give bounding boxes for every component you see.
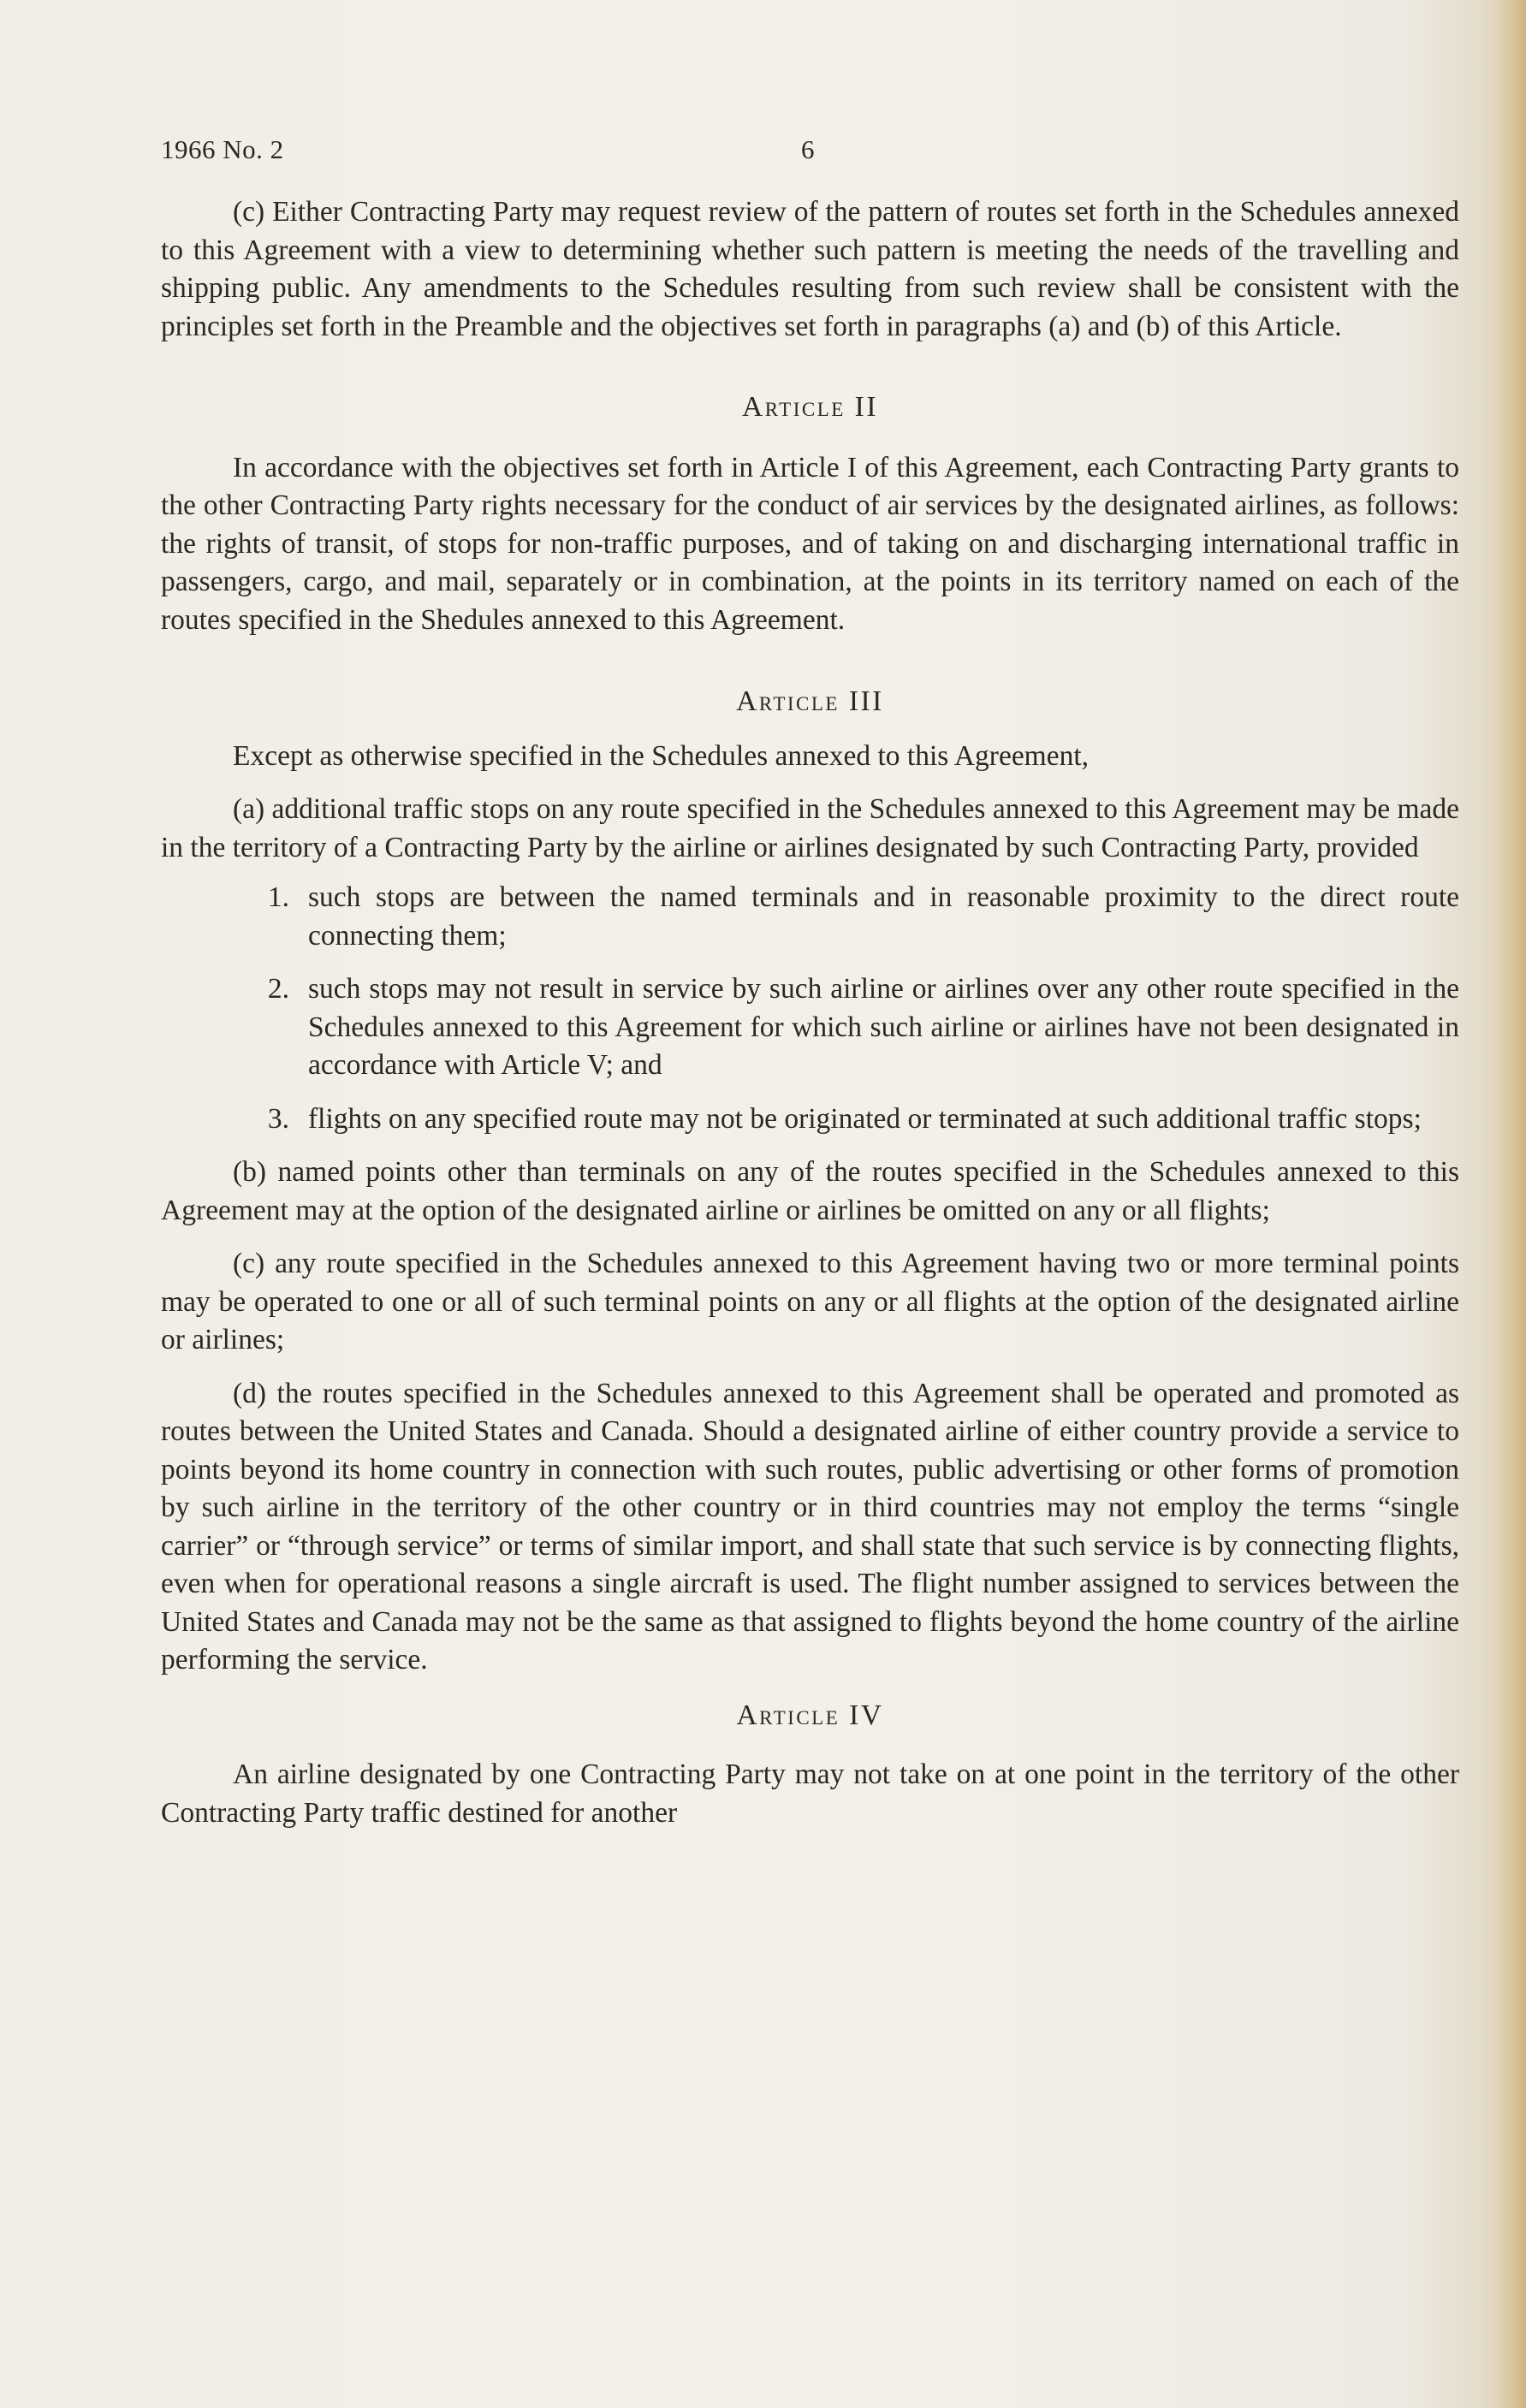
page-edge-shadow [1497, 0, 1526, 2408]
page-header [161, 134, 1462, 169]
list-item [161, 879, 1459, 955]
article3-heading: Article III [736, 685, 884, 717]
list-item-text: such stops may not result in service by such airline or airlines over any other route specified in the Schedules annexed to this Agreement for which such airline or airlines have not been designated in accordance with Article V; and [308, 973, 1459, 1081]
article3-intro: Except as otherwise specified in the Schedules annexed to this Agreement, [233, 739, 1090, 772]
article3-paragraph-c: (c) any route specified in the Schedules annexed to this Agreement having two or more terminal points may be operated to one or all of such terminal points on any or all flights at the option of the designated airline or airlines; [161, 1248, 1459, 1355]
article3-paragraph-b: (b) named points other than terminals on any of the routes specified in the Schedules annexed to this Agreement may at the option of the designated airline or airlines be omitted on any or all flights; [161, 1156, 1459, 1226]
list-item-text: flights on any specified route may not be originated or terminated at such additional traffic stops; [308, 1102, 1422, 1135]
header-year-number: 1966 No. 2 [161, 134, 284, 164]
article1-paragraph-c: (c) Either Contracting Party may request review of the pattern of routes set forth in the Schedules annexed to this Agreement with a view to determining whether such pattern is meeting the needs of the travelling and shipping public. Any amendments to the Schedules resulting from such review shall be consistent with the principles set forth in the Preamble and the objectives set forth in paragraphs (a) and (b) of this Article. [161, 196, 1459, 342]
document-body [161, 193, 1459, 1832]
list-item-number: 3 . [246, 1100, 289, 1139]
list-item [161, 970, 1459, 1085]
article2-heading: Article II [742, 391, 878, 423]
article4-paragraph: An airline designated by one Contracting Party may not take on at one point in the territory of the other Contracting Party traffic destined for another [161, 1759, 1459, 1829]
article4-heading: Article IV [736, 1699, 884, 1731]
list-item-text: such stops are between the named terminals and in reasonable proximity to the direct route connecting them; [308, 881, 1459, 952]
list-item [161, 1100, 1459, 1139]
article2-paragraph: In accordance with the objectives set forth in Article I of this Agreement, each Contracting Party grants to the other Contracting Party rights necessary for the conduct of air services by the designated airlines, as follows: the rights of transit, of stops for non-traffic purposes, and of taking on and discharging international traffic in passengers, cargo, and mail, separately or in combination, at the points in its territory named on each of the routes specified in the Shedules annexed to this Agreement. [161, 451, 1459, 636]
article3-paragraph-a: (a) additional traffic stops on any route specified in the Schedules annexed to this Agreement may be made in the territory of a Contracting Party by the airline or airlines designated by such Contracting Party, provided [161, 793, 1459, 863]
list-item-number: 1 . [246, 879, 289, 917]
article3-paragraph-d: (d) the routes specified in the Schedules annexed to this Agreement shall be operated and promoted as routes between the United States and Canada. Should a designated airline of either country provide a service to points beyond its home country in connection with such routes, public advertising or other forms of promotion by such airline in the territory of the other country or in third countries may not employ the terms “single carrier” or “through service” or terms of similar import, and shall state that such service is by connecting flights, even when for operational reasons a single aircraft is used. The flight number assigned to services between the United States and Canada may not be the same as that assigned to flights beyond the home country of the airline performing the service. [161, 1377, 1459, 1676]
list-item-number: 2 . [246, 970, 289, 1009]
page-number: 6 [801, 134, 815, 164]
